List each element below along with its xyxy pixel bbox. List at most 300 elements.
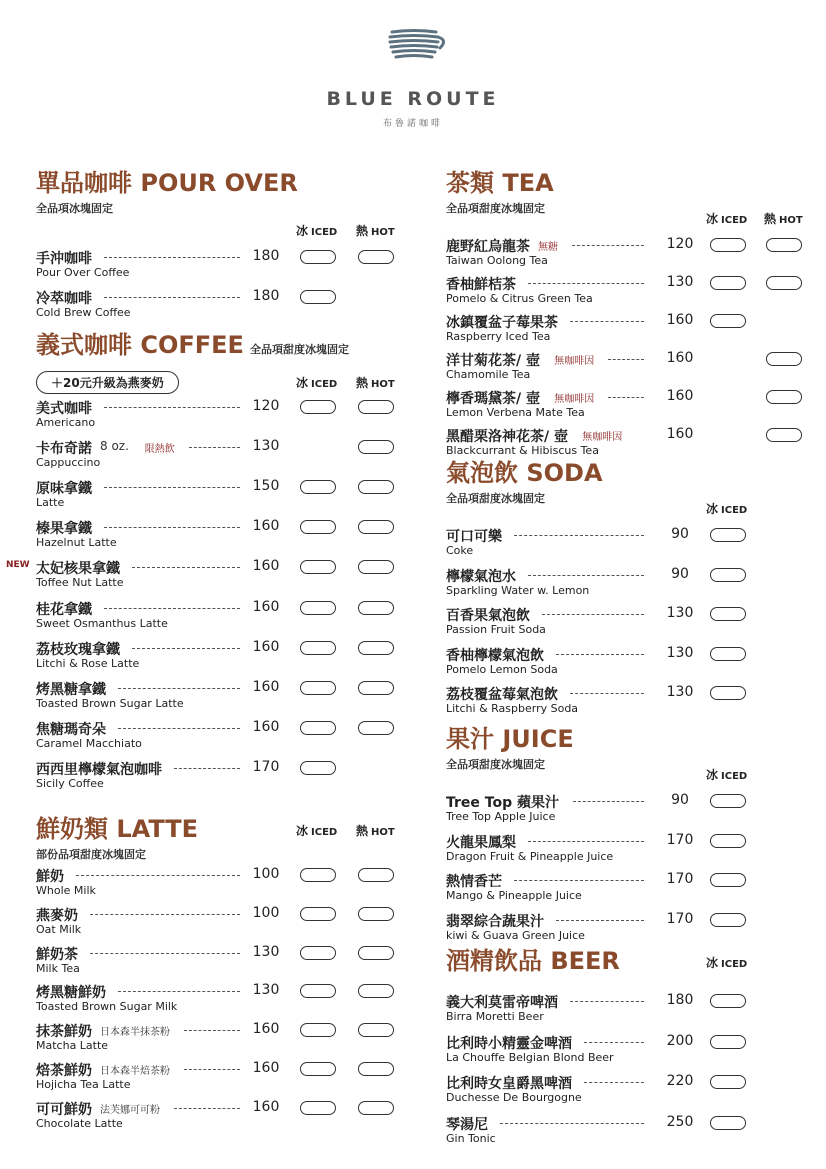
iced-checkbox[interactable] xyxy=(300,907,336,921)
item-note: 限熱飲 xyxy=(144,444,175,456)
hot-en-label: HOT xyxy=(779,215,803,226)
item-price: 130 xyxy=(666,605,694,621)
section-note: 全品項甜度冰塊固定 xyxy=(446,202,545,215)
menu-item xyxy=(36,677,402,717)
hot-checkbox[interactable] xyxy=(358,400,394,414)
item-name-zh: 燕麥奶 xyxy=(36,907,78,924)
item-name-zh: 黑醋栗洛神花茶/ 壺 xyxy=(446,429,568,445)
hot-en-label: HOT xyxy=(371,827,395,838)
item-price: 250 xyxy=(666,1113,694,1130)
item-price: 200 xyxy=(666,1032,694,1049)
iced-zh-label: 冰 xyxy=(296,224,309,238)
menu-item xyxy=(36,1058,402,1098)
menu-item xyxy=(36,286,402,326)
hot-checkbox[interactable] xyxy=(766,276,802,290)
menu-item xyxy=(36,476,402,516)
menu-item xyxy=(446,643,812,683)
dotted-leader xyxy=(118,688,240,689)
temp-header-hot xyxy=(356,222,395,239)
item-name-zh: 香柚檸檬氣泡飲 xyxy=(446,647,544,664)
hot-checkbox[interactable] xyxy=(358,440,394,454)
item-name-en: Caramel Macchiato xyxy=(36,736,142,750)
iced-checkbox[interactable] xyxy=(710,647,746,661)
dotted-leader xyxy=(189,447,240,448)
section-title-text: 義式咖啡 COFFEE xyxy=(36,331,244,359)
menu-item xyxy=(446,830,812,870)
menu-item xyxy=(36,516,402,556)
menu-item xyxy=(446,272,812,312)
item-price: 170 xyxy=(252,758,280,775)
section-title-text: 果汁 JUICE xyxy=(446,725,574,753)
item-name-zh: 比利時小精靈金啤酒 xyxy=(446,1035,572,1052)
iced-checkbox[interactable] xyxy=(300,761,336,775)
item-price: 90 xyxy=(671,792,689,808)
temp-header-iced xyxy=(296,222,337,239)
hot-checkbox[interactable] xyxy=(358,601,394,615)
item-name-en: Pour Over Coffee xyxy=(36,266,130,279)
iced-zh-label: 冰 xyxy=(706,768,719,782)
temp-header-iced xyxy=(296,822,337,839)
item-price: 170 xyxy=(666,871,694,887)
item-name-en: Raspberry Iced Tea xyxy=(446,330,551,343)
menu-item xyxy=(446,564,812,604)
hot-en-label: HOT xyxy=(371,379,395,390)
item-price: 160 xyxy=(252,638,280,655)
item-name-en: Toasted Brown Sugar Latte xyxy=(36,696,184,710)
menu-item xyxy=(446,603,812,643)
iced-checkbox[interactable] xyxy=(300,400,336,414)
hot-checkbox[interactable] xyxy=(358,641,394,655)
item-note: 無咖啡因 xyxy=(582,432,623,443)
item-price: 220 xyxy=(666,1073,694,1089)
iced-checkbox[interactable] xyxy=(710,568,746,582)
item-note: 無咖啡因 xyxy=(554,356,595,367)
item-name-zh: 熱情香芒 xyxy=(446,874,502,890)
item-price: 120 xyxy=(666,236,694,252)
item-price: 160 xyxy=(252,1060,280,1076)
menu-item xyxy=(446,909,812,949)
dotted-leader xyxy=(608,359,644,360)
item-name-zh: 手沖咖啡 xyxy=(36,251,92,267)
item-note: 法芙娜可可粉 xyxy=(100,1104,160,1116)
item-name-zh: 美式咖啡 xyxy=(36,401,92,417)
section-title-text: 鮮奶類 LATTE xyxy=(36,815,199,843)
item-name-zh: 檸檬氣泡水 xyxy=(446,568,516,585)
item-name-zh: 洋甘菊花茶/ 壺 xyxy=(446,353,540,369)
item-price: 130 xyxy=(252,982,280,999)
hot-checkbox[interactable] xyxy=(358,868,394,882)
iced-checkbox[interactable] xyxy=(300,641,336,655)
section-title xyxy=(36,168,402,198)
section-coffee xyxy=(6,330,402,790)
dotted-leader xyxy=(528,575,644,576)
item-name-en: kiwi & Guava Green Juice xyxy=(446,928,585,942)
item-name-en: Tree Top Apple Juice xyxy=(446,810,556,823)
dotted-leader xyxy=(570,321,644,322)
dotted-leader xyxy=(90,914,240,915)
iced-checkbox[interactable] xyxy=(300,868,336,882)
iced-en-label: ICED xyxy=(721,771,748,782)
item-name-en: Latte xyxy=(36,496,65,510)
item-name-en: Birra Moretti Beer xyxy=(446,1010,544,1023)
item-name-en: Mango & Pineapple Juice xyxy=(446,889,582,902)
item-price: 160 xyxy=(252,1098,280,1115)
hot-checkbox[interactable] xyxy=(766,352,802,366)
iced-checkbox[interactable] xyxy=(710,276,746,290)
brand-subtitle: 布魯諾咖啡 xyxy=(382,119,443,129)
hot-checkbox[interactable] xyxy=(358,1101,394,1115)
item-name-en: Blackcurrant & Hibiscus Tea xyxy=(446,444,599,457)
item-name-en: Coke xyxy=(446,544,474,557)
item-price: 90 xyxy=(671,565,689,582)
item-price: 130 xyxy=(666,274,694,290)
item-name-en: Matcha Latte xyxy=(36,1039,109,1053)
item-name-zh: 琴湯尼 xyxy=(446,1116,488,1133)
menu-item xyxy=(36,396,402,436)
dotted-leader xyxy=(500,1123,644,1124)
item-name-zh: 榛果拿鐵 xyxy=(36,521,92,538)
hot-checkbox[interactable] xyxy=(358,907,394,921)
new-badge: NEW xyxy=(6,560,30,571)
item-name-en: Chocolate Latte xyxy=(36,1116,123,1130)
section-pourover xyxy=(36,168,402,319)
iced-en-label: ICED xyxy=(721,505,748,516)
menu-item xyxy=(446,234,812,274)
dotted-leader xyxy=(118,728,240,729)
menu-item xyxy=(36,637,402,677)
section-inline-note: 全品項甜度冰塊固定 xyxy=(249,343,349,356)
item-price: 100 xyxy=(252,866,280,882)
iced-checkbox[interactable] xyxy=(300,560,336,574)
iced-checkbox[interactable] xyxy=(300,601,336,615)
item-name-zh: 香柚鮮桔茶 xyxy=(446,277,516,293)
temp-header-hot xyxy=(356,822,395,839)
item-name-en: Sparkling Water w. Lemon xyxy=(446,583,590,597)
dotted-leader xyxy=(584,1042,644,1043)
menu-item xyxy=(446,348,812,388)
iced-checkbox[interactable] xyxy=(300,1101,336,1115)
iced-checkbox[interactable] xyxy=(710,1035,746,1049)
item-price: 180 xyxy=(252,288,280,304)
item-name-zh: 冷萃咖啡 xyxy=(36,291,92,307)
item-price: 160 xyxy=(252,518,280,535)
item-name-zh: 比利時女皇爵黑啤酒 xyxy=(446,1076,572,1092)
iced-checkbox[interactable] xyxy=(710,314,746,328)
item-price: 160 xyxy=(666,312,694,328)
item-name-zh: 西西里檸檬氣泡咖啡 xyxy=(36,761,162,778)
dotted-leader xyxy=(573,801,644,802)
item-name-zh: 烤黑糖拿鐵 xyxy=(36,681,106,698)
item-name-en: Cold Brew Coffee xyxy=(36,306,131,319)
item-name-en: Toasted Brown Sugar Milk xyxy=(36,1000,178,1014)
item-price: 180 xyxy=(666,992,694,1008)
item-price: 90 xyxy=(671,526,689,542)
item-price: 120 xyxy=(252,398,280,414)
dotted-leader xyxy=(572,245,644,246)
dotted-leader xyxy=(104,297,240,298)
dotted-leader xyxy=(76,875,240,876)
iced-checkbox[interactable] xyxy=(710,913,746,927)
dotted-leader xyxy=(90,953,240,954)
menu-item xyxy=(446,524,812,564)
hot-checkbox[interactable] xyxy=(358,250,394,264)
section-title xyxy=(446,946,812,976)
iced-checkbox[interactable] xyxy=(300,721,336,735)
item-name-en: La Chouffe Belgian Blond Beer xyxy=(446,1050,614,1064)
section-title xyxy=(446,168,812,198)
item-price: 130 xyxy=(252,943,280,960)
item-name-zh: 荔枝覆盆莓氣泡飲 xyxy=(446,687,558,703)
menu-item xyxy=(446,682,812,722)
item-price: 170 xyxy=(666,910,694,927)
item-name-zh: 原味拿鐵 xyxy=(36,481,92,498)
item-price: 160 xyxy=(252,598,280,615)
dotted-leader xyxy=(570,1001,644,1002)
oat-milk-upgrade-note: ＋20元升級為燕麥奶 xyxy=(36,371,179,394)
iced-checkbox[interactable] xyxy=(300,1062,336,1076)
iced-en-label: ICED xyxy=(721,959,748,970)
hot-checkbox[interactable] xyxy=(358,1062,394,1076)
item-name-zh: 翡翠綜合蔬果汁 xyxy=(446,913,544,930)
item-price: 130 xyxy=(252,438,280,455)
item-price: 130 xyxy=(666,644,694,661)
item-note: 無糖 xyxy=(538,242,558,253)
item-price: 130 xyxy=(666,684,694,700)
iced-checkbox[interactable] xyxy=(710,873,746,887)
item-name-en: Sicily Coffee xyxy=(36,776,104,790)
dotted-leader xyxy=(104,257,240,258)
section-note: 全品項甜度冰塊固定 xyxy=(446,758,545,771)
iced-checkbox[interactable] xyxy=(300,290,336,304)
menu-item xyxy=(36,864,402,904)
section-latte xyxy=(36,814,402,1130)
hot-checkbox[interactable] xyxy=(358,480,394,494)
section-beer xyxy=(446,946,812,1145)
section-tea xyxy=(446,168,812,457)
section-soda xyxy=(446,458,812,715)
menu-item xyxy=(446,386,812,426)
iced-zh-label: 冰 xyxy=(706,956,719,970)
iced-checkbox[interactable] xyxy=(710,238,746,252)
item-name-en: Duchesse De Bourgogne xyxy=(446,1091,582,1104)
menu-item xyxy=(446,869,812,909)
dotted-leader xyxy=(528,283,644,284)
item-price: 160 xyxy=(252,1021,280,1038)
iced-checkbox[interactable] xyxy=(710,686,746,700)
item-name-zh: 烤黑糖鮮奶 xyxy=(36,985,106,1002)
item-price: 160 xyxy=(666,388,694,404)
hot-checkbox[interactable] xyxy=(358,984,394,998)
iced-checkbox[interactable] xyxy=(300,520,336,534)
temp-header-iced xyxy=(706,954,747,971)
menu-item xyxy=(36,757,402,797)
dotted-leader xyxy=(174,1108,240,1109)
section-title-text: 單品咖啡 POUR OVER xyxy=(36,169,298,197)
item-price: 160 xyxy=(252,558,280,575)
dotted-leader xyxy=(184,1030,240,1031)
item-name-zh: 卡布奇諾 xyxy=(36,441,92,458)
hot-checkbox[interactable] xyxy=(766,390,802,404)
temp-header-iced xyxy=(706,500,747,517)
dotted-leader xyxy=(556,654,644,655)
item-price: 160 xyxy=(252,678,280,695)
item-name-en: Passion Fruit Soda xyxy=(446,623,546,636)
item-note: 日本森半抹茶粉 xyxy=(100,1027,170,1039)
item-name-en: Taiwan Oolong Tea xyxy=(446,254,548,267)
menu-item xyxy=(446,1071,812,1111)
menu-item xyxy=(36,903,402,943)
menu-item xyxy=(36,980,402,1020)
item-price: 160 xyxy=(666,350,694,366)
item-name-zh: 鮮奶 xyxy=(36,869,64,885)
item-price: 100 xyxy=(252,904,280,921)
dotted-leader xyxy=(132,567,240,568)
item-name-zh: 檸香瑪黛茶/ 壺 xyxy=(446,391,540,407)
iced-checkbox[interactable] xyxy=(300,250,336,264)
item-name-en: Whole Milk xyxy=(36,884,96,897)
iced-checkbox[interactable] xyxy=(300,946,336,960)
section-note: 全品項甜度冰塊固定 xyxy=(446,492,545,505)
dotted-leader xyxy=(104,487,240,488)
item-price: 160 xyxy=(252,718,280,735)
hot-checkbox[interactable] xyxy=(766,238,802,252)
section-title xyxy=(446,458,812,488)
item-name-zh: 太妃核果拿鐵 xyxy=(36,561,120,578)
hot-zh-label: 熱 xyxy=(764,212,777,226)
iced-en-label: ICED xyxy=(721,215,748,226)
iced-checkbox[interactable] xyxy=(710,607,746,621)
section-title xyxy=(36,330,402,365)
hot-checkbox[interactable] xyxy=(358,721,394,735)
item-name-zh: 冰鎮覆盆子莓果茶 xyxy=(446,315,558,331)
item-name-en: Hazelnut Latte xyxy=(36,536,117,550)
hot-checkbox[interactable] xyxy=(358,1023,394,1037)
item-name-en: Cappuccino xyxy=(36,456,101,470)
menu-item xyxy=(446,1112,812,1152)
item-price: 170 xyxy=(666,831,694,848)
item-name-zh: 百香果氣泡飲 xyxy=(446,608,530,624)
item-name-en: Dragon Fruit & Pineapple Juice xyxy=(446,849,614,863)
menu-item xyxy=(36,942,402,982)
dotted-leader xyxy=(570,693,644,694)
item-name-en: Chamomile Tea xyxy=(446,368,531,381)
coffee-cup-logo-icon xyxy=(386,28,450,60)
item-name-zh: 抹茶鮮奶 xyxy=(36,1024,92,1041)
item-name-en: Hojicha Tea Latte xyxy=(36,1078,131,1091)
menu-item xyxy=(446,790,812,830)
iced-checkbox[interactable] xyxy=(710,834,746,848)
dotted-leader xyxy=(608,397,644,398)
hot-checkbox[interactable] xyxy=(358,946,394,960)
item-size: 8 oz. xyxy=(100,439,129,454)
item-name-zh: 鮮奶茶 xyxy=(36,946,78,963)
iced-checkbox[interactable] xyxy=(710,1116,746,1130)
item-name-en: Sweet Osmanthus Latte xyxy=(36,616,168,630)
iced-zh-label: 冰 xyxy=(296,824,309,838)
section-juice xyxy=(446,724,812,942)
item-name-zh: 可可鮮奶 xyxy=(36,1101,92,1118)
dotted-leader xyxy=(184,1069,240,1070)
section-note: 全品項冰塊固定 xyxy=(36,202,113,215)
item-note: 無咖啡因 xyxy=(554,394,595,405)
iced-checkbox[interactable] xyxy=(300,681,336,695)
section-title-text: 氣泡飲 SODA xyxy=(446,459,603,487)
item-name-en: Litchi & Rose Latte xyxy=(36,656,140,670)
iced-checkbox[interactable] xyxy=(300,480,336,494)
hot-zh-label: 熱 xyxy=(356,376,369,390)
item-name-zh: 可口可樂 xyxy=(446,529,502,545)
temp-header-iced xyxy=(706,766,747,783)
iced-zh-label: 冰 xyxy=(706,212,719,226)
menu-item xyxy=(36,1019,402,1059)
iced-en-label: ICED xyxy=(311,379,338,390)
item-name-zh: 義大利莫雷帝啤酒 xyxy=(446,995,558,1011)
menu-item xyxy=(446,990,812,1030)
hot-checkbox[interactable] xyxy=(358,560,394,574)
hot-zh-label: 熱 xyxy=(356,224,369,238)
dotted-leader xyxy=(118,991,240,992)
item-name-en: Pomelo Lemon Soda xyxy=(446,662,558,676)
iced-checkbox[interactable] xyxy=(710,994,746,1008)
item-note: 日本森半焙茶粉 xyxy=(100,1066,170,1077)
section-note: 部份品項甜度冰塊固定 xyxy=(36,848,146,861)
dotted-leader xyxy=(104,608,240,609)
iced-en-label: ICED xyxy=(311,827,338,838)
hot-checkbox[interactable] xyxy=(766,428,802,442)
item-price: 180 xyxy=(252,248,280,264)
menu-item xyxy=(36,597,402,637)
iced-checkbox[interactable] xyxy=(300,1023,336,1037)
item-name-en: Gin Tonic xyxy=(446,1131,496,1145)
hot-checkbox[interactable] xyxy=(358,520,394,534)
iced-checkbox[interactable] xyxy=(710,1075,746,1089)
menu-item xyxy=(446,310,812,350)
menu-item xyxy=(36,1097,402,1137)
menu-item xyxy=(446,1031,812,1071)
section-title-text: 酒精飲品 BEER xyxy=(446,947,620,975)
item-name-zh: 火龍果鳳梨 xyxy=(446,834,516,851)
item-name-zh: 桂花拿鐵 xyxy=(36,601,92,618)
dotted-leader xyxy=(132,648,240,649)
iced-checkbox[interactable] xyxy=(710,528,746,542)
hot-checkbox[interactable] xyxy=(358,681,394,695)
item-name-en: Oat Milk xyxy=(36,922,82,936)
menu-item xyxy=(36,436,402,476)
section-title xyxy=(36,814,402,844)
iced-checkbox[interactable] xyxy=(710,794,746,808)
item-name-zh: 鹿野紅烏龍茶 xyxy=(446,239,530,255)
item-name-zh: 焙茶鮮奶 xyxy=(36,1063,92,1079)
dotted-leader xyxy=(542,614,644,615)
item-price: 150 xyxy=(252,478,280,495)
temp-header-iced xyxy=(296,374,337,391)
item-name-en: Pomelo & Citrus Green Tea xyxy=(446,292,593,305)
iced-checkbox[interactable] xyxy=(300,984,336,998)
item-name-zh: 荔枝玫瑰拿鐵 xyxy=(36,641,120,658)
dotted-leader xyxy=(556,920,644,921)
iced-zh-label: 冰 xyxy=(296,376,309,390)
temp-header-hot xyxy=(356,374,395,391)
item-name-en: Litchi & Raspberry Soda xyxy=(446,702,579,715)
item-name-zh: Tree Top 蘋果汁 xyxy=(446,795,559,811)
item-name-en: Milk Tea xyxy=(36,961,80,975)
iced-zh-label: 冰 xyxy=(706,502,719,516)
iced-en-label: ICED xyxy=(311,227,338,238)
dotted-leader xyxy=(514,880,644,881)
logo xyxy=(0,28,826,133)
menu-item xyxy=(36,717,402,757)
dotted-leader xyxy=(514,535,644,536)
